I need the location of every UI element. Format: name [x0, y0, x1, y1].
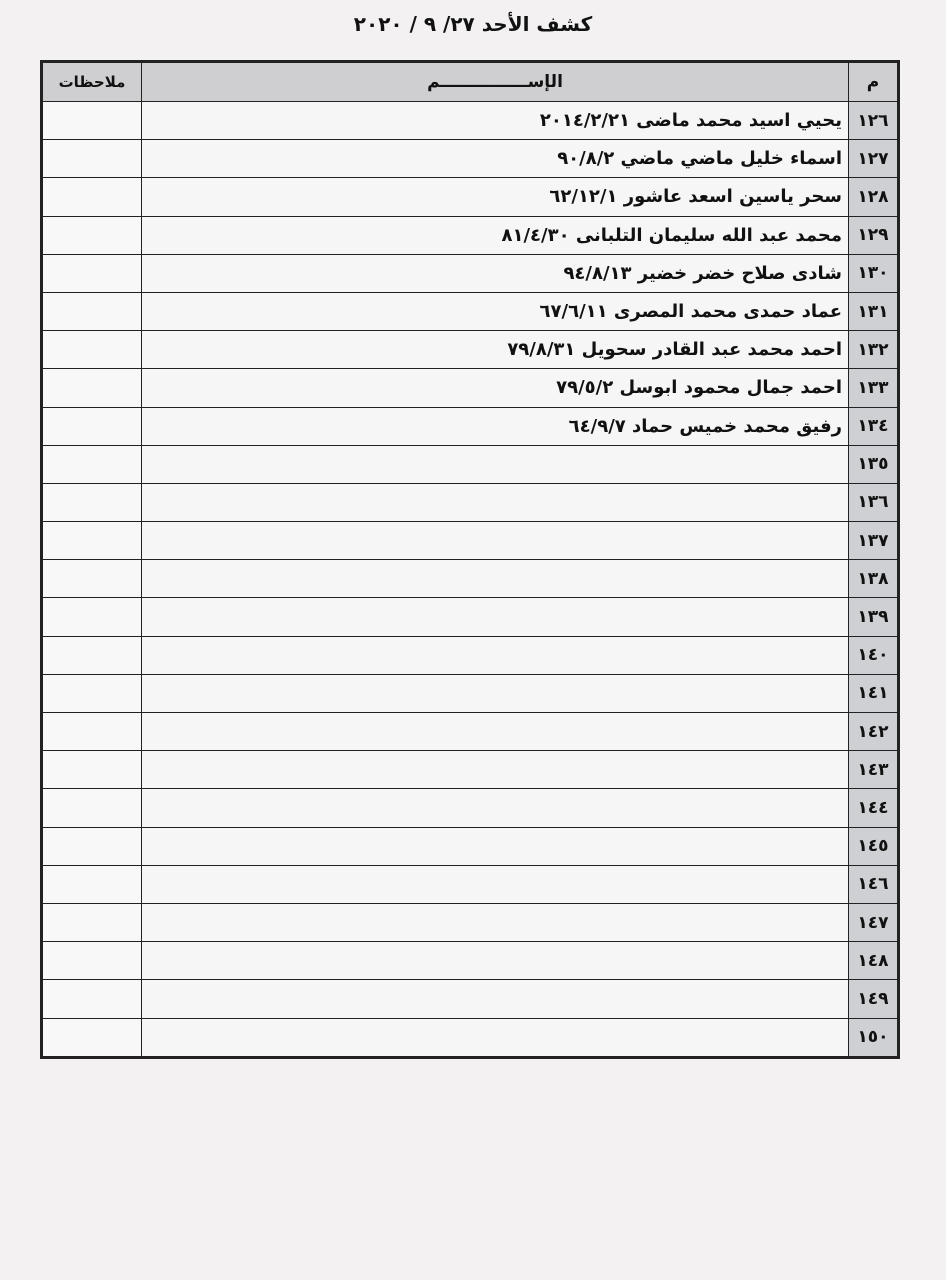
row-number: ١٣٧	[849, 522, 898, 560]
row-number: ١٢٨	[849, 178, 898, 216]
row-notes	[43, 942, 142, 980]
row-notes	[43, 560, 142, 598]
table-row	[43, 980, 898, 1018]
row-name	[142, 942, 849, 980]
header-name: الإســـــــــــــــم	[142, 63, 849, 102]
row-name: احمد محمد عبد القادر سحويل ٧٩/٨/٣١	[142, 331, 849, 369]
row-name: يحيي اسيد محمد ماضى ٢٠١٤/٢/٢١	[142, 102, 849, 140]
row-name	[142, 827, 849, 865]
table-row	[43, 865, 898, 903]
row-number: ١٤٢	[849, 713, 898, 751]
table-row	[43, 636, 898, 674]
table-row	[43, 560, 898, 598]
table-row	[43, 483, 898, 521]
row-name: شادى صلاح خضر خضير ٩٤/٨/١٣	[142, 254, 849, 292]
table-row	[43, 751, 898, 789]
row-notes	[43, 674, 142, 712]
table-row	[43, 369, 898, 407]
row-name: محمد عبد الله سليمان التلبانى ٨١/٤/٣٠	[142, 216, 849, 254]
row-notes	[43, 216, 142, 254]
row-number: ١٥٠	[849, 1018, 898, 1056]
row-notes	[43, 827, 142, 865]
row-name: عماد حمدى محمد المصرى ٦٧/٦/١١	[142, 292, 849, 330]
row-number: ١٢٧	[849, 140, 898, 178]
row-name	[142, 1018, 849, 1056]
row-number: ١٣٤	[849, 407, 898, 445]
row-notes	[43, 980, 142, 1018]
row-number: ١٣٦	[849, 483, 898, 521]
row-notes	[43, 369, 142, 407]
table-row	[43, 713, 898, 751]
table-row	[43, 903, 898, 941]
row-number: ١٣٥	[849, 445, 898, 483]
row-name: اسماء خليل ماضي ماضي ٩٠/٨/٢	[142, 140, 849, 178]
row-notes	[43, 1018, 142, 1056]
row-name	[142, 560, 849, 598]
row-number: ١٤٨	[849, 942, 898, 980]
row-number: ١٢٦	[849, 102, 898, 140]
row-name	[142, 789, 849, 827]
row-name	[142, 636, 849, 674]
row-notes	[43, 483, 142, 521]
roster-table	[42, 62, 898, 1057]
row-name	[142, 751, 849, 789]
table-row	[43, 254, 898, 292]
row-number: ١٣٠	[849, 254, 898, 292]
row-name	[142, 674, 849, 712]
row-number: ١٣١	[849, 292, 898, 330]
row-name	[142, 483, 849, 521]
row-number: ١٤٣	[849, 751, 898, 789]
row-number: ١٤١	[849, 674, 898, 712]
row-name	[142, 865, 849, 903]
header-notes: ملاحظات	[43, 63, 142, 102]
row-notes	[43, 598, 142, 636]
table-row	[43, 789, 898, 827]
row-number: ١٣٣	[849, 369, 898, 407]
table-header-row	[43, 63, 898, 102]
row-name	[142, 713, 849, 751]
row-notes	[43, 751, 142, 789]
row-name	[142, 903, 849, 941]
row-number: ١٤٩	[849, 980, 898, 1018]
row-number: ١٤٧	[849, 903, 898, 941]
row-number: ١٣٩	[849, 598, 898, 636]
row-number: ١٢٩	[849, 216, 898, 254]
row-notes	[43, 713, 142, 751]
table-row	[43, 522, 898, 560]
row-number: ١٤٠	[849, 636, 898, 674]
row-notes	[43, 178, 142, 216]
table-body	[43, 102, 898, 1057]
row-notes	[43, 445, 142, 483]
row-number: ١٣٨	[849, 560, 898, 598]
table-row	[43, 216, 898, 254]
row-notes	[43, 102, 142, 140]
row-notes	[43, 292, 142, 330]
row-name	[142, 598, 849, 636]
row-name	[142, 980, 849, 1018]
row-number: ١٤٥	[849, 827, 898, 865]
row-number: ١٤٦	[849, 865, 898, 903]
table-row	[43, 331, 898, 369]
row-notes	[43, 789, 142, 827]
table-row	[43, 178, 898, 216]
row-name: سحر ياسين اسعد عاشور ٦٢/١٢/١	[142, 178, 849, 216]
table-row	[43, 674, 898, 712]
row-notes	[43, 140, 142, 178]
table-row	[43, 942, 898, 980]
table-row	[43, 407, 898, 445]
table-row	[43, 1018, 898, 1056]
row-notes	[43, 522, 142, 560]
row-notes	[43, 254, 142, 292]
row-notes	[43, 865, 142, 903]
row-notes	[43, 331, 142, 369]
table-row	[43, 445, 898, 483]
table-row	[43, 598, 898, 636]
row-notes	[43, 903, 142, 941]
table-row	[43, 292, 898, 330]
header-number: م	[849, 63, 898, 102]
table-row	[43, 827, 898, 865]
row-name	[142, 522, 849, 560]
row-number: ١٣٢	[849, 331, 898, 369]
table-row	[43, 140, 898, 178]
row-name: رفيق محمد خميس حماد ٦٤/٩/٧	[142, 407, 849, 445]
roster-table-container	[40, 60, 900, 1059]
table-row	[43, 102, 898, 140]
row-name: احمد جمال محمود ابوسل ٧٩/٥/٢	[142, 369, 849, 407]
row-name	[142, 445, 849, 483]
row-number: ١٤٤	[849, 789, 898, 827]
row-notes	[43, 407, 142, 445]
page-title: كشف الأحد ٢٧/ ٩ / ٢٠٢٠	[353, 12, 593, 36]
row-notes	[43, 636, 142, 674]
